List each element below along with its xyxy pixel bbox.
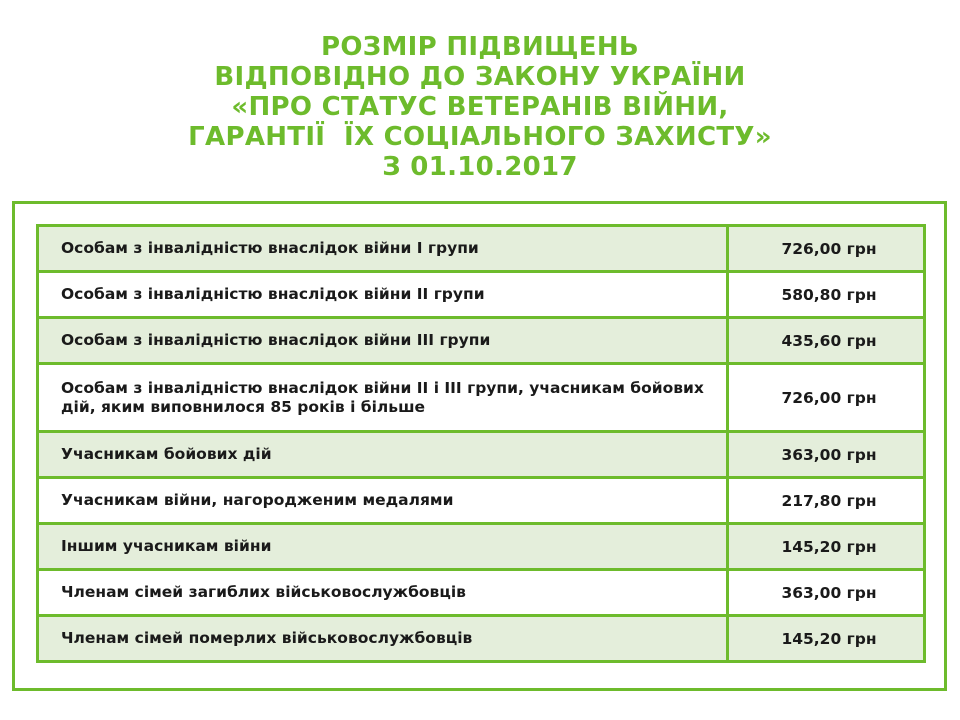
row-value: 363,00 грн	[781, 583, 877, 602]
row-value: 363,00 грн	[781, 445, 877, 464]
row-value: 145,20 грн	[781, 629, 877, 648]
row-label: Особам з інвалідністю внаслідок війни ІІ і ІІІ групи, учасникам бойових дій, яким виповнилося 85 років і більше	[39, 365, 729, 430]
row-value: 726,00 грн	[781, 388, 877, 407]
table-row	[39, 319, 923, 365]
table-row	[39, 617, 923, 663]
rates-table	[36, 224, 926, 663]
row-label: Членам сімей померлих військовослужбовців	[39, 617, 729, 660]
table-row	[39, 365, 923, 433]
row-label: Учасникам бойових дій	[39, 433, 729, 476]
row-label: Іншим учасникам війни	[39, 525, 729, 568]
table-row	[39, 571, 923, 617]
table-row	[39, 273, 923, 319]
row-value: 217,80 грн	[781, 491, 877, 510]
title-line: РОЗМІР ПІДВИЩЕНЬ	[320, 32, 640, 62]
row-label: Особам з інвалідністю внаслідок війни ІІІ групи	[39, 319, 729, 362]
table-row	[39, 479, 923, 525]
row-label: Членам сімей загиблих військовослужбовців	[39, 571, 729, 614]
row-label: Особам з інвалідністю внаслідок війни ІІ групи	[39, 273, 729, 316]
row-value: 580,80 грн	[781, 285, 877, 304]
table-row	[39, 227, 923, 273]
document-title	[0, 32, 960, 182]
row-value: 145,20 грн	[781, 537, 877, 556]
title-line: ГАРАНТІЇ ЇХ СОЦІАЛЬНОГО ЗАХИСТУ»	[188, 122, 772, 152]
row-label: Учасникам війни, нагородженим медалями	[39, 479, 729, 522]
row-value: 435,60 грн	[781, 331, 877, 350]
title-date-line: З 01.10.2017	[382, 152, 578, 182]
title-line: ВІДПОВІДНО ДО ЗАКОНУ УКРАЇНИ	[214, 62, 746, 92]
table-row	[39, 525, 923, 571]
table-row	[39, 433, 923, 479]
row-label: Особам з інвалідністю внаслідок війни І групи	[39, 227, 729, 270]
row-value: 726,00 грн	[781, 239, 877, 258]
title-line: «ПРО СТАТУС ВЕТЕРАНІВ ВІЙНИ,	[231, 92, 729, 122]
